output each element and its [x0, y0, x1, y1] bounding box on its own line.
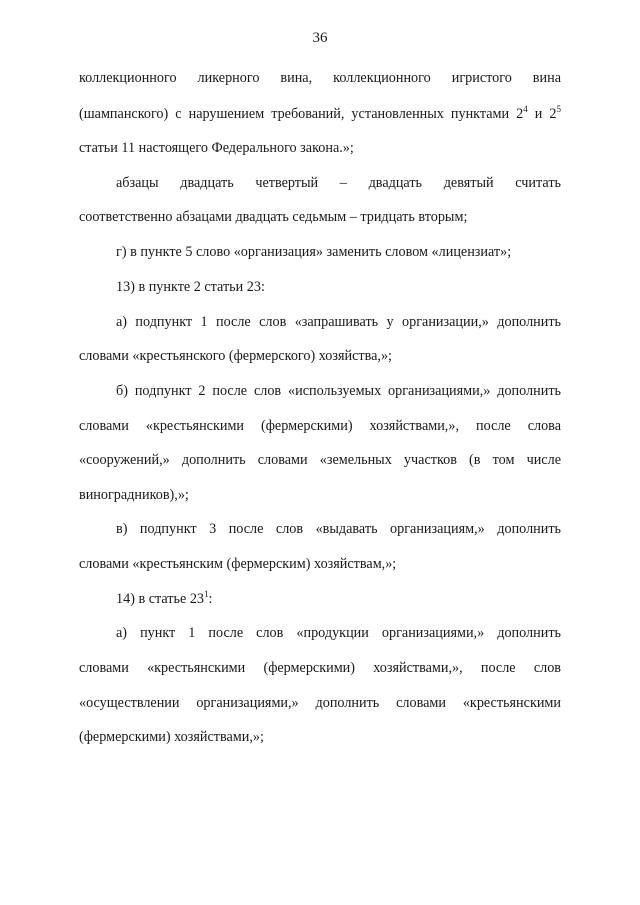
text-line	[79, 104, 561, 124]
text-line: «сооружений,» дополнить словами «земельных участков (в том числе	[79, 452, 561, 468]
text-line: словами «крестьянскими (фермерскими) хозяйствами,», после слова	[79, 418, 561, 434]
text-line	[116, 589, 561, 609]
text-line: а) пункт 1 после слов «продукции организациями,» дополнить	[116, 625, 561, 641]
text-line: виноградников),»;	[79, 487, 189, 503]
text-fragment: 14) в статье 23	[116, 591, 205, 607]
text-line: коллекционного ликерного вина, коллекционного игристого вина	[79, 70, 561, 86]
text-line: абзацы двадцать четвертый – двадцать девятый считать	[116, 175, 561, 191]
superscript: 1	[204, 589, 209, 599]
text-line: 13) в пункте 2 статьи 23:	[116, 279, 265, 295]
text-line: соответственно абзацами двадцать седьмым – тридцать вторым;	[79, 209, 468, 225]
text-line: г) в пункте 5 слово «организация» заменить словом «лицензиат»;	[116, 244, 512, 260]
text-line: словами «крестьянским (фермерским) хозяйствам,»;	[79, 556, 397, 572]
text-line: в) подпункт 3 после слов «выдавать организациям,» дополнить	[116, 521, 561, 537]
superscript: 4	[523, 104, 528, 114]
text-line: словами «крестьянскими (фермерскими) хозяйствами,», после слов	[79, 660, 561, 676]
text-line: а) подпункт 1 после слов «запрашивать у организации,» дополнить	[116, 314, 561, 330]
text-line: б) подпункт 2 после слов «используемых организациями,» дополнить	[116, 383, 561, 399]
text-fragment: (шампанского) с нарушением требований, установленных пунктами 2	[79, 106, 524, 122]
superscript: 5	[556, 104, 562, 114]
text-line: (фермерскими) хозяйствами,»;	[79, 729, 264, 745]
page-number: 36	[312, 30, 328, 46]
text-line: статьи 11 настоящего Федерального закона.»;	[79, 140, 354, 156]
text-fragment: и 2	[527, 106, 557, 122]
text-line: словами «крестьянского (фермерского) хозяйства,»;	[79, 348, 392, 364]
text-fragment: :	[208, 591, 213, 607]
text-line: «осуществлении организациями,» дополнить словами «крестьянскими	[79, 695, 561, 711]
